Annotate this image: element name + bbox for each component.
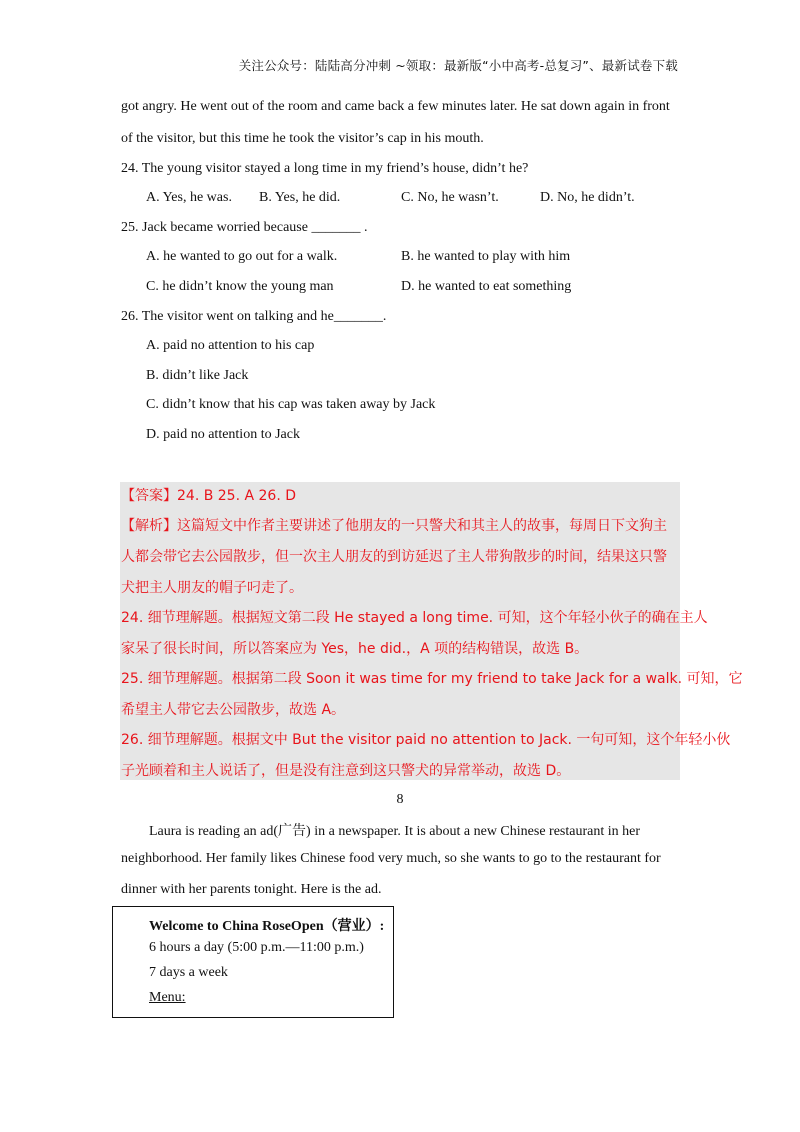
question-25-option-c: C. he didn’t know the young man: [146, 279, 334, 294]
question-25-option-a: A. he wanted to go out for a walk.: [146, 249, 338, 264]
analysis-line: 希望主人带它去公园散步，故选 A。: [121, 702, 346, 718]
question-26-option-a: A. paid no attention to his cap: [146, 338, 315, 353]
ad-days: 7 days a week: [149, 965, 228, 980]
advertisement-box: [112, 906, 394, 1018]
passage2-line: dinner with her parents tonight. Here is the ad.: [121, 882, 382, 897]
ad-title: Welcome to China RoseOpen（营业）:: [149, 919, 385, 934]
ad-hours: 6 hours a day (5:00 p.m.—11:00 p.m.): [149, 940, 364, 955]
question-24-stem: 24. The young visitor stayed a long time in my friend’s house, didn’t he?: [121, 161, 529, 176]
analysis-line: 25. 细节理解题。根据第二段 Soon it was time for my friend to take Jack for a walk. 可知，它: [121, 671, 743, 687]
question-24-option-a: A. Yes, he was.: [146, 190, 232, 205]
analysis-line: 人都会带它去公园散步，但一次主人朋友的到访延迟了主人带狗散步的时间，结果这只警: [121, 549, 667, 565]
analysis-line: 家呆了很长时间，所以答案应为 Yes，he did.，A 项的结构错误，故选 B。: [121, 641, 589, 657]
question-24-option-d: D. No, he didn’t.: [540, 190, 635, 205]
question-24-option-b: B. Yes, he did.: [259, 190, 341, 205]
analysis-line: 犬把主人朋友的帽子叼走了。: [121, 580, 303, 596]
passage-line: got angry. He went out of the room and came back a few minutes later. He sat down again in front: [121, 99, 670, 114]
question-26-stem: 26. The visitor went on talking and he_______.: [121, 309, 387, 324]
question-26-option-b: B. didn’t like Jack: [146, 368, 249, 383]
answer-key: 【答案】24. B 25. A 26. D: [121, 488, 297, 504]
question-25-stem: 25. Jack became worried because _______ .: [121, 220, 368, 235]
page-header: 关注公众号：陆陆高分冲刺 ~领取：最新版“小中高考-总复习”、最新试卷下载: [238, 58, 678, 73]
question-25-option-d: D. he wanted to eat something: [401, 279, 572, 294]
analysis-line: 26. 细节理解题。根据文中 But the visitor paid no attention to Jack. 一句可知，这个年轻小伙: [121, 732, 731, 748]
section-number: 8: [396, 792, 404, 807]
analysis-line: 【解析】这篇短文中作者主要讲述了他朋友的一只警犬和其主人的故事，每周日下文狗主: [121, 518, 667, 534]
question-24-option-c: C. No, he wasn’t.: [401, 190, 499, 205]
passage2-line: Laura is reading an ad(广告) in a newspaper. It is about a new Chinese restaurant in her: [149, 824, 640, 839]
question-26-option-d: D. paid no attention to Jack: [146, 427, 300, 442]
question-26-option-c: C. didn’t know that his cap was taken away by Jack: [146, 397, 436, 412]
question-25-option-b: B. he wanted to play with him: [401, 249, 571, 264]
analysis-line: 24. 细节理解题。根据短文第二段 He stayed a long time. 可知，这个年轻小伙子的确在主人: [121, 610, 708, 626]
passage2-line: neighborhood. Her family likes Chinese food very much, so she wants to go to the restaurant for: [121, 851, 661, 866]
analysis-line: 子光顾着和主人说话了，但是没有注意到这只警犬的异常举动，故选 D。: [121, 763, 571, 779]
ad-menu-label: Menu:: [149, 990, 186, 1005]
passage-line: of the visitor, but this time he took the visitor’s cap in his mouth.: [121, 131, 484, 146]
